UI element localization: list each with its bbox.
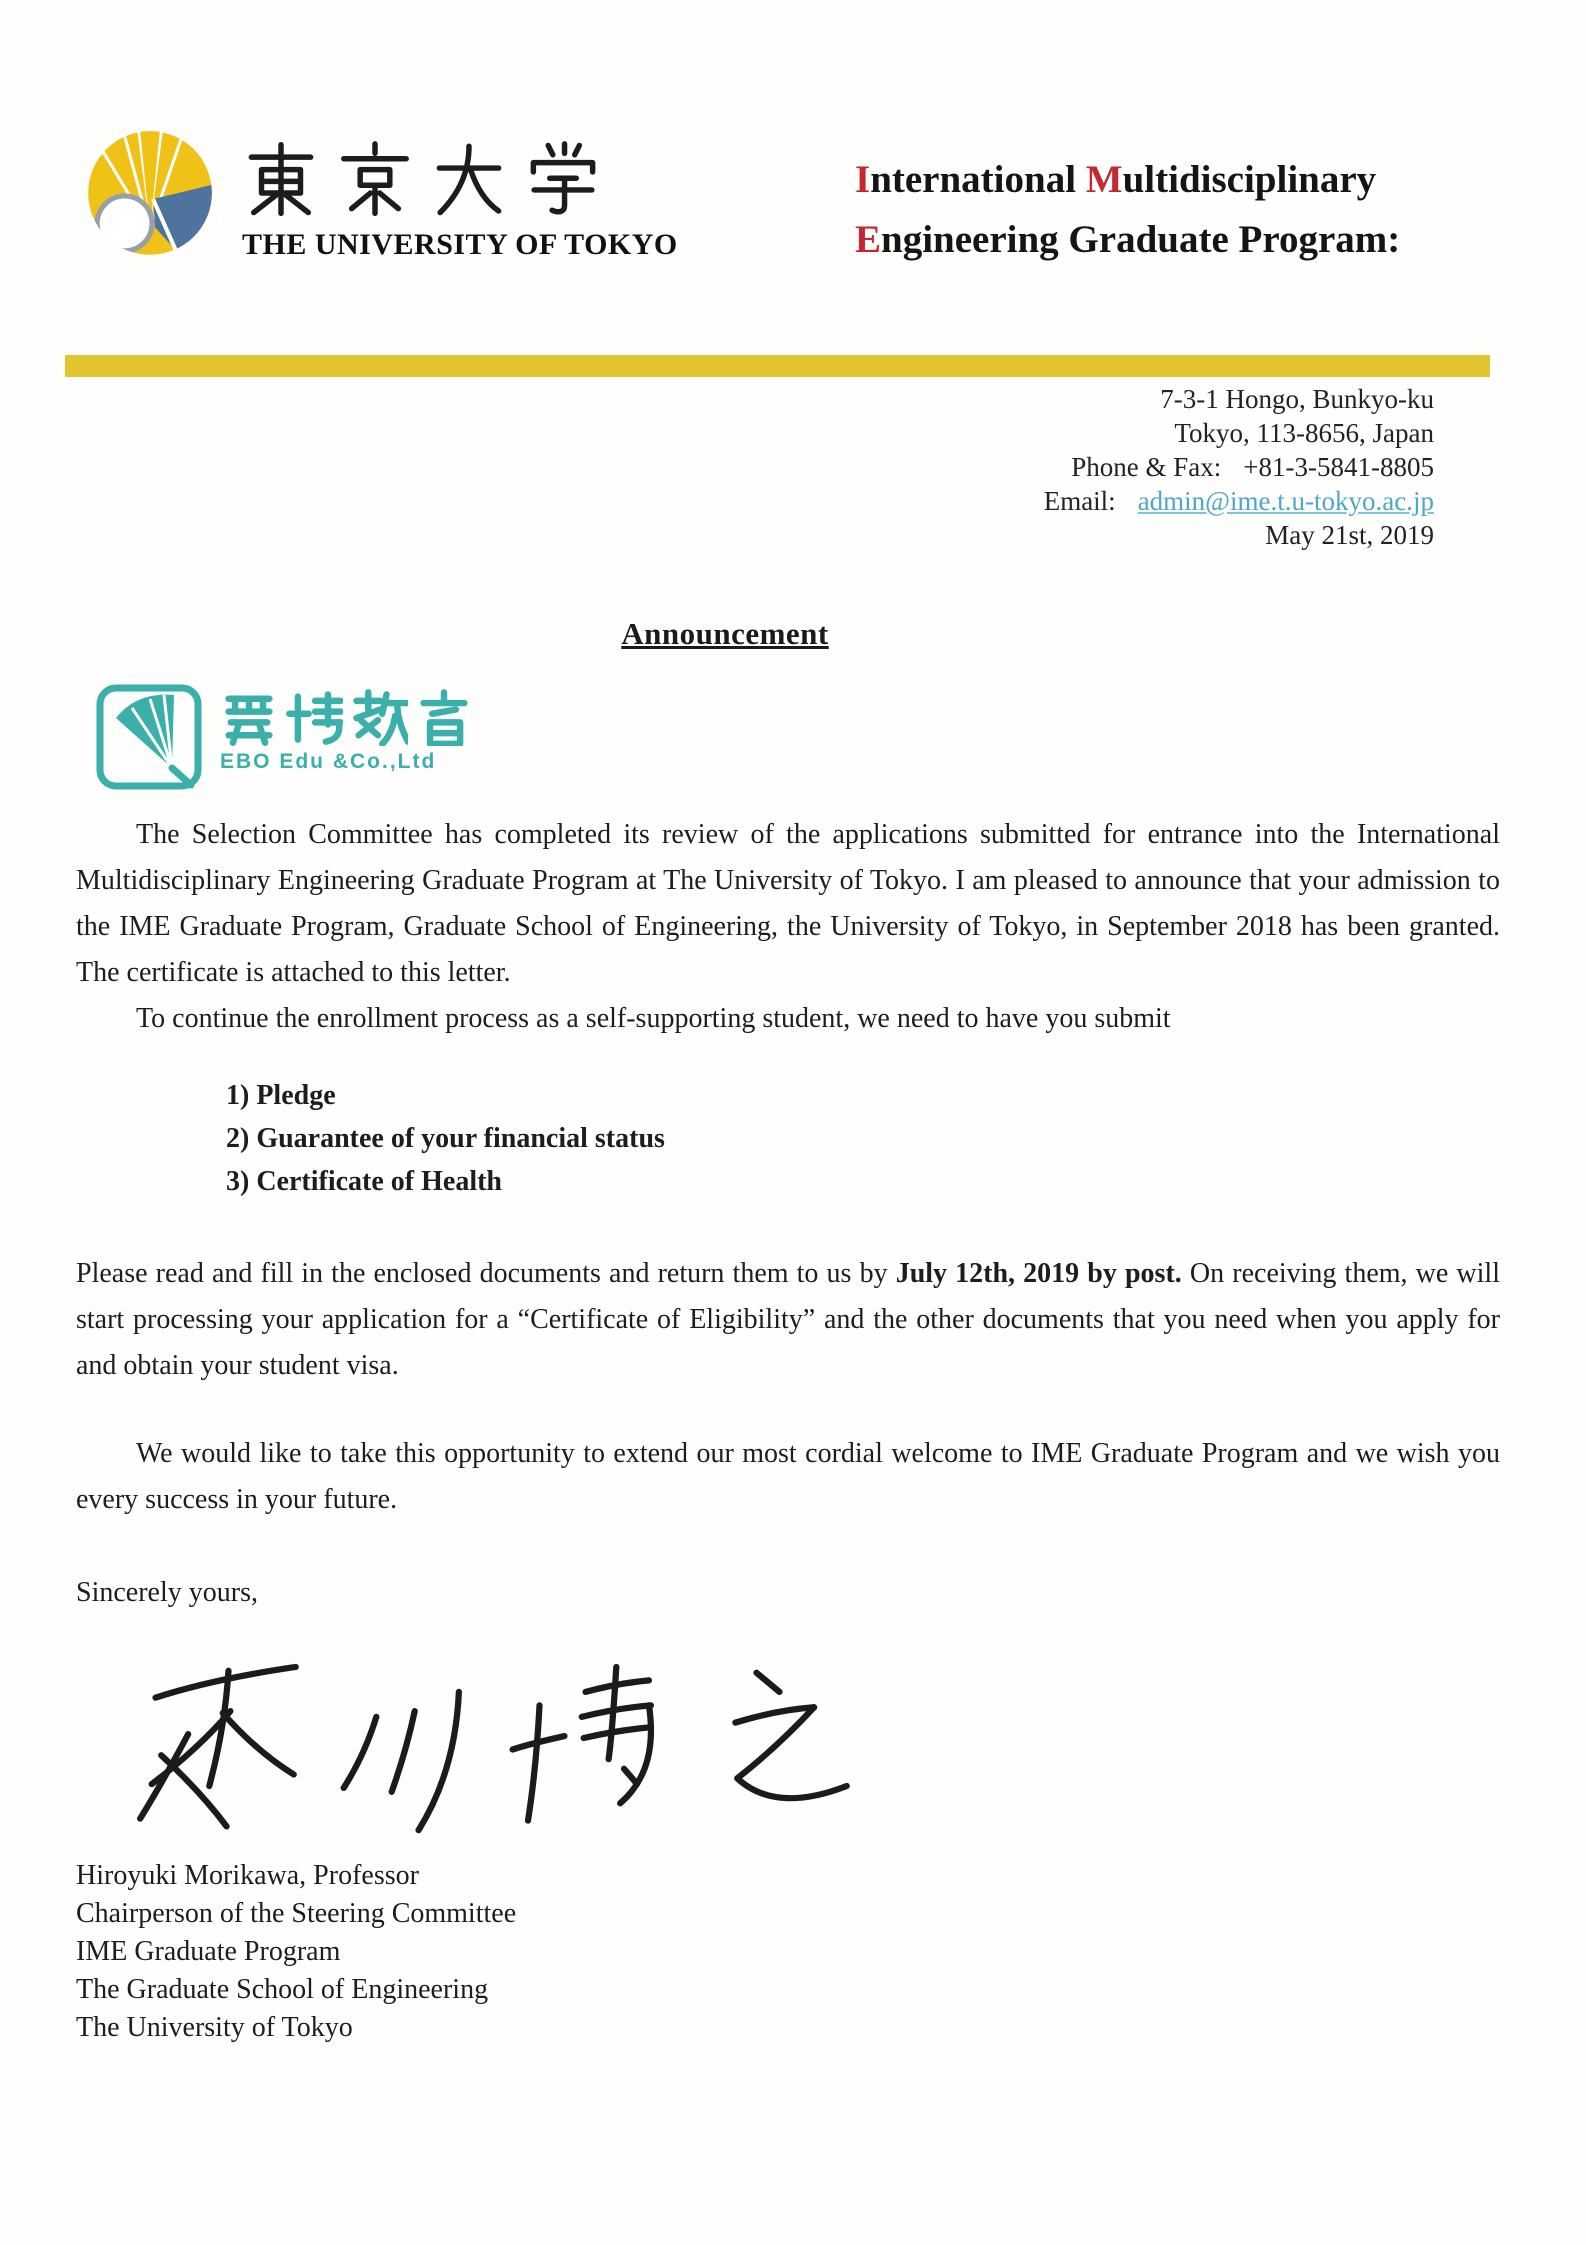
signer-name: Hiroyuki Morikawa, Professor: [76, 1860, 419, 1891]
announcement-heading: Announcement: [621, 616, 829, 651]
enclosure-list: [226, 1074, 1500, 1203]
signer-program: IME Graduate Program: [76, 1936, 341, 1967]
ginkgo-leaf-icon: [84, 128, 216, 264]
university-name: THE UNIVERSITY OF TOKYO: [242, 228, 678, 261]
red-initial: E: [855, 218, 882, 261]
red-initial: M: [1085, 158, 1123, 201]
paragraph-2: To continue the enrollment process as a self-supporting student, we need to have you submit: [136, 1003, 1171, 1034]
enclosure-item-health: 3) Certificate of Health: [226, 1166, 502, 1197]
closing-salutation: Sincerely yours,: [76, 1577, 258, 1608]
ebo-logo-text: [220, 688, 473, 774]
letter-date: May 21st, 2019: [1265, 520, 1434, 550]
ebo-kanji-glyph: [415, 688, 473, 746]
phone-value: +81-3-5841-8805: [1243, 452, 1434, 482]
signature-strokes-icon: [94, 1642, 866, 1834]
signer-school: The Graduate School of Engineering: [76, 1974, 489, 2005]
program-title: [855, 150, 1400, 270]
ebo-fan-icon: [94, 682, 204, 792]
email-line: [1044, 484, 1434, 518]
paragraph-4: We would like to take this opportunity to extend our most cordial welcome to IME Graduate Program and we wish you every success in your future.: [76, 1438, 1500, 1515]
phone-line: [1044, 450, 1434, 484]
signer-title: Chairperson of the Steering Committee: [76, 1898, 517, 1929]
program-title-line2: Engineering Graduate Program:: [855, 218, 1401, 261]
program-title-line1: International Multidisciplinary: [855, 158, 1377, 201]
handwritten-signature: [94, 1642, 1500, 1849]
ebo-kanji-glyph: [220, 688, 278, 746]
paragraph-1: The Selection Committee has completed its review of the applications submitted for entrance into the International Multidisciplinary Engineering Graduate Program at The University of Tokyo. I am pleased to announce that your admission to the IME Graduate Program, Graduate School of Engineering, the University of Tokyo, in September 2018 has been granted. The certificate is attached to this letter.: [76, 819, 1500, 988]
enclosure-item-financial: 2) Guarantee of your financial status: [226, 1123, 665, 1154]
email-link[interactable]: admin@ime.t.u-tokyo.ac.jp: [1137, 486, 1434, 516]
deadline-text: July 12th, 2019 by post.: [895, 1258, 1182, 1289]
utokyo-logo: [84, 128, 678, 264]
header-divider-bar: [65, 355, 1490, 377]
ebo-kanji: [220, 688, 473, 746]
kanji-glyph-gaku: [524, 140, 602, 218]
paragraph-3: Please read and fill in the enclosed documents and return them to us by July 12th, 2019 by post. On receiving them, we will start processing your application for a “Certificate of Eligibility” and the other documents that you need when you apply for and obtain your student visa.: [76, 1258, 1500, 1381]
ebo-subtext: EBO Edu &Co.,Ltd: [220, 750, 437, 773]
kanji-glyph-kyo: [336, 140, 414, 218]
ebo-kanji-glyph: [285, 688, 343, 746]
red-initial: I: [855, 158, 871, 201]
utokyo-kanji: [242, 140, 678, 218]
kanji-glyph-to: [242, 140, 320, 218]
signer-university: The University of Tokyo: [76, 2012, 353, 2043]
utokyo-logo-text: [242, 128, 678, 262]
kanji-glyph-dai: [430, 140, 508, 218]
ebo-kanji-glyph: [350, 688, 408, 746]
letter-body: [76, 812, 1500, 2047]
ebo-edu-logo: [94, 682, 473, 792]
address-line2: Tokyo, 113-8656, Japan: [1174, 418, 1434, 448]
signer-block: [76, 1857, 1500, 2047]
email-label: Email:: [1043, 486, 1116, 516]
enclosure-item-pledge: 1) Pledge: [226, 1080, 336, 1111]
address-line1: 7-3-1 Hongo, Bunkyo-ku: [1160, 384, 1434, 414]
phone-label: Phone & Fax:: [1071, 452, 1222, 482]
contact-block: [1044, 382, 1434, 552]
